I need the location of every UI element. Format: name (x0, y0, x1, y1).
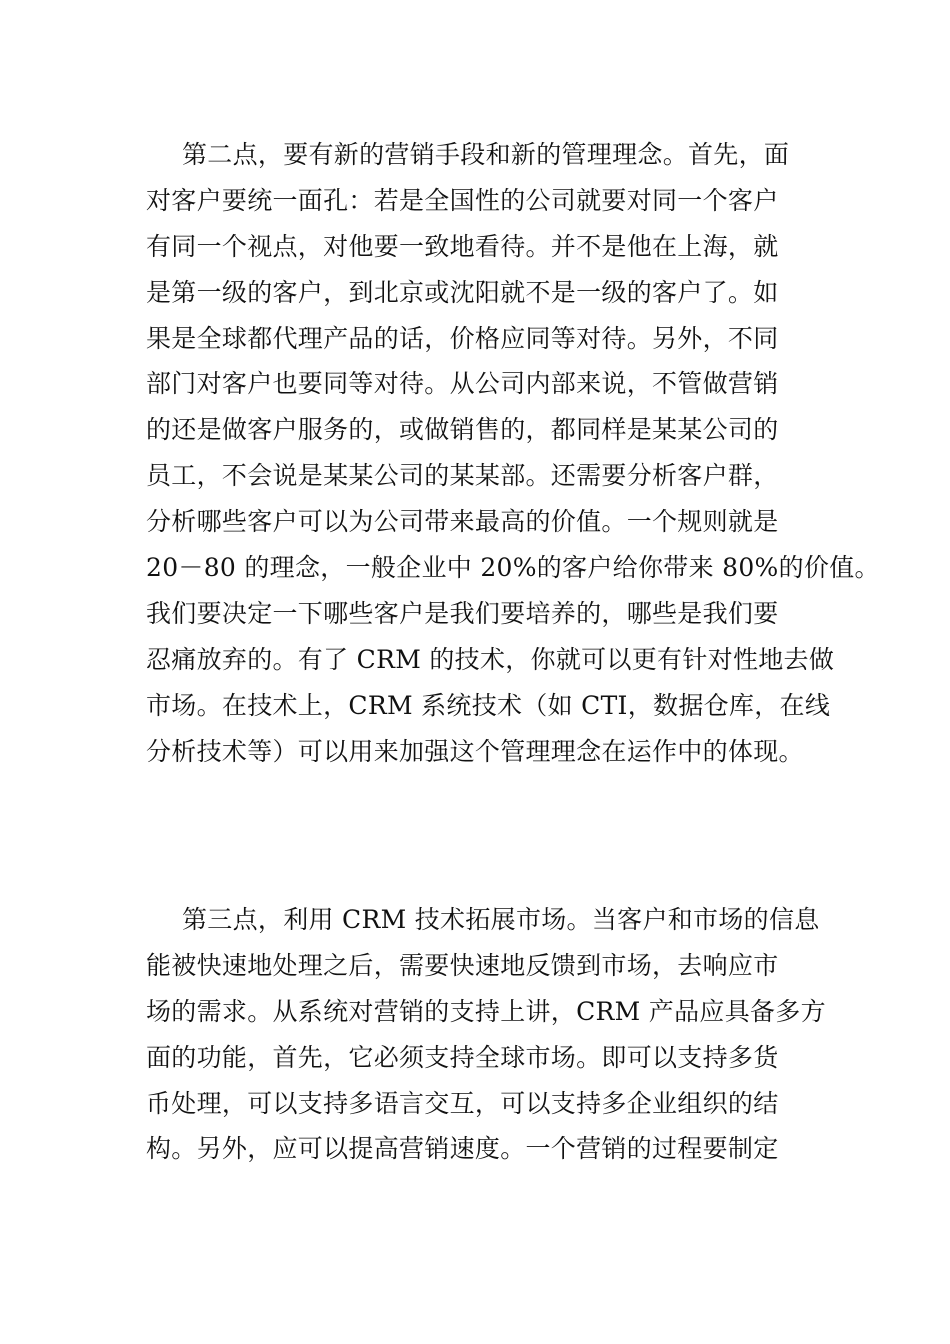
text-line: 能被快速地处理之后，需要快速地反馈到市场，去响应市 (146, 950, 779, 980)
text-line: 分析哪些客户可以为公司带来最高的价值。一个规则就是 (146, 507, 779, 537)
text-line: 有同一个视点，对他要一致地看待。并不是他在上海，就 (146, 231, 779, 261)
paragraph-second-point (146, 132, 880, 774)
text-line: 忍痛放弃的。有了 CRM 的技术，你就可以更有针对性地去做 (146, 644, 835, 674)
text-line: 面的功能，首先，它必须支持全球市场。即可以支持多货 (146, 1042, 779, 1072)
text-line: 的还是做客户服务的，或做销售的，都同样是某某公司的 (146, 415, 779, 445)
text-line: 员工，不会说是某某公司的某某部。还需要分析客户群， (146, 461, 779, 491)
text-line: 我们要决定一下哪些客户是我们要培养的，哪些是我们要 (146, 598, 779, 628)
text-line: 分析技术等）可以用来加强这个管理理念在运作中的体现。 (146, 736, 804, 766)
text-line: 市场。在技术上，CRM 系统技术（如 CTI，数据仓库，在线 (146, 690, 831, 720)
text-line: 部门对客户也要同等对待。从公司内部来说，不管做营销 (146, 369, 779, 399)
text-line: 第二点，要有新的营销手段和新的管理理念。首先，面 (182, 140, 790, 169)
text-line: 对客户要统一面孔：若是全国性的公司就要对同一个客户 (146, 185, 779, 215)
text-line: 果是全球都代理产品的话，价格应同等对待。另外，不同 (146, 323, 779, 353)
text-line: 是第一级的客户，到北京或沈阳就不是一级的客户了。如 (146, 277, 779, 307)
paragraph-third-point (146, 897, 826, 1172)
text-line: 币处理，可以支持多语言交互，可以支持多企业组织的结 (146, 1088, 779, 1118)
text-line: 场的需求。从系统对营销的支持上讲，CRM 产品应具备多方 (146, 996, 826, 1026)
text-line: 构。另外，应可以提高营销速度。一个营销的过程要制定 (146, 1134, 779, 1164)
text-line: 20－80 的理念，一般企业中 20%的客户给你带来 80%的价值。 (146, 553, 880, 583)
text-line: 第三点，利用 CRM 技术拓展市场。当客户和市场的信息 (182, 905, 820, 934)
